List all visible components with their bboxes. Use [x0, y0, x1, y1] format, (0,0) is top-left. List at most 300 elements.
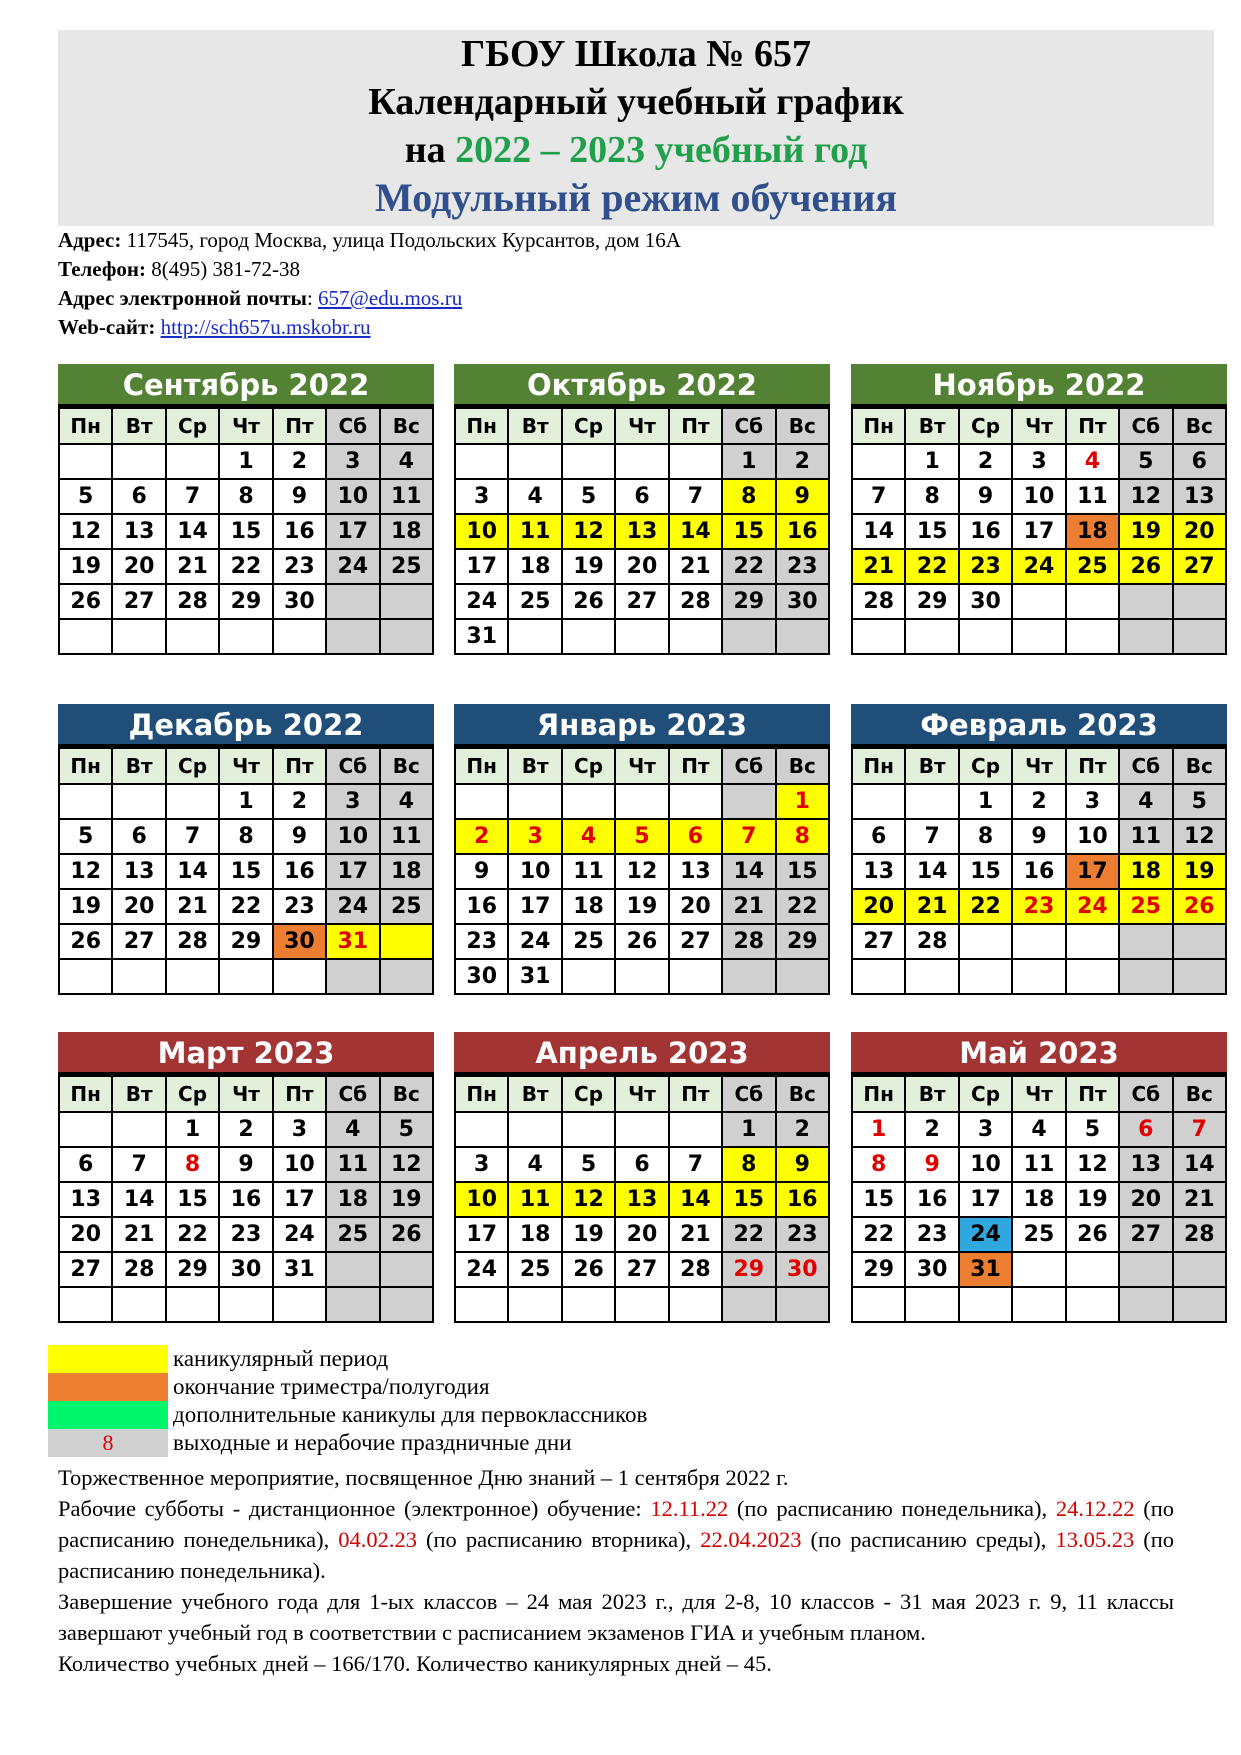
day-cell: 28 — [669, 584, 722, 619]
day-cell — [112, 619, 165, 654]
email-link[interactable]: 657@edu.mos.ru — [318, 286, 463, 310]
day-cell — [166, 444, 219, 479]
day-cell: 3 — [508, 819, 561, 854]
weekday-header: Сб — [326, 408, 379, 444]
day-cell: 15 — [852, 1182, 905, 1217]
day-cell: 31 — [959, 1252, 1012, 1287]
day-cell — [455, 784, 508, 819]
day-cell: 21 — [852, 549, 905, 584]
day-cell: 5 — [562, 479, 615, 514]
day-cell — [615, 959, 668, 994]
day-cell: 8 — [166, 1147, 219, 1182]
week-row — [455, 514, 829, 549]
month-title: Февраль 2023 — [851, 704, 1227, 747]
day-cell — [380, 1252, 433, 1287]
weekday-header: Сб — [326, 1076, 379, 1112]
day-cell: 1 — [959, 784, 1012, 819]
sat-text-1: (по расписанию понедельника), — [728, 1496, 1056, 1521]
day-cell — [669, 784, 722, 819]
day-cell — [1066, 959, 1119, 994]
month-calendar — [851, 704, 1227, 995]
day-cell: 6 — [1119, 1112, 1172, 1147]
day-cell: 11 — [380, 479, 433, 514]
month-title: Январь 2023 — [454, 704, 830, 747]
day-cell: 17 — [455, 549, 508, 584]
weekday-header: Сб — [722, 748, 775, 784]
day-cell: 27 — [852, 924, 905, 959]
week-row — [852, 1112, 1226, 1147]
legend-term-end: окончание триместра/полугодия — [173, 1374, 490, 1399]
week-row — [455, 549, 829, 584]
sat-text-2: (по расписанию понедельника), — [58, 1496, 1174, 1552]
day-cell: 18 — [326, 1182, 379, 1217]
week-row — [59, 1112, 433, 1147]
week-row — [59, 1287, 433, 1322]
day-cell: 5 — [1173, 784, 1226, 819]
day-cell: 12 — [1119, 479, 1172, 514]
day-cell: 15 — [219, 514, 272, 549]
day-cell — [455, 1112, 508, 1147]
day-cell: 16 — [905, 1182, 958, 1217]
day-cell: 21 — [1173, 1182, 1226, 1217]
day-cell: 26 — [615, 924, 668, 959]
day-cell — [59, 444, 112, 479]
phone-value: 8(495) 381-72-38 — [146, 257, 300, 281]
day-cell: 19 — [59, 549, 112, 584]
day-cell: 2 — [273, 784, 326, 819]
week-row — [852, 924, 1226, 959]
day-cell: 13 — [112, 854, 165, 889]
weekday-header: Ср — [166, 748, 219, 784]
week-row — [455, 1217, 829, 1252]
day-cell — [112, 444, 165, 479]
month-table — [851, 1075, 1227, 1323]
week-row — [455, 784, 829, 819]
day-cell: 3 — [326, 444, 379, 479]
month-title: Октябрь 2022 — [454, 364, 830, 407]
day-cell: 13 — [1119, 1147, 1172, 1182]
week-row — [59, 854, 433, 889]
day-cell: 6 — [615, 1147, 668, 1182]
day-cell — [852, 959, 905, 994]
day-cell: 11 — [1066, 479, 1119, 514]
day-cell: 22 — [959, 889, 1012, 924]
week-row — [59, 584, 433, 619]
weekday-header: Вс — [1173, 1076, 1226, 1112]
legend-extra: дополнительные каникулы для первоклассников — [173, 1402, 648, 1427]
day-cell: 27 — [112, 584, 165, 619]
day-cell: 15 — [722, 514, 775, 549]
weekday-header: Пн — [852, 408, 905, 444]
week-row — [852, 889, 1226, 924]
week-row — [455, 924, 829, 959]
week-row — [455, 444, 829, 479]
day-cell: 30 — [905, 1252, 958, 1287]
week-row — [852, 959, 1226, 994]
week-row — [852, 784, 1226, 819]
day-cell: 19 — [1119, 514, 1172, 549]
day-cell: 29 — [219, 584, 272, 619]
contact-info: Адрес: 117545, город Москва, улица Подольских Курсантов, дом 16А Телефон: 8(495) 381-72-38 Адрес электронной почты: 657@edu.mos.ru Web-сайт: http://sch657u.mskobr.ru — [58, 228, 681, 339]
day-cell: 10 — [1066, 819, 1119, 854]
day-cell — [326, 619, 379, 654]
day-cell: 14 — [1173, 1147, 1226, 1182]
month-title: Сентябрь 2022 — [58, 364, 434, 407]
week-row — [455, 619, 829, 654]
address-value: 117545, город Москва, улица Подольских Курсантов, дом 16А — [121, 228, 681, 252]
day-cell: 18 — [508, 549, 561, 584]
weekday-header: Пт — [669, 408, 722, 444]
day-cell: 25 — [1012, 1217, 1065, 1252]
day-cell: 31 — [455, 619, 508, 654]
day-cell: 3 — [1012, 444, 1065, 479]
day-cell — [1173, 619, 1226, 654]
day-cell: 14 — [722, 854, 775, 889]
weekday-header: Пт — [669, 748, 722, 784]
month-title: Апрель 2023 — [454, 1032, 830, 1075]
weekday-header: Ср — [959, 408, 1012, 444]
month-table — [58, 407, 434, 655]
day-cell: 17 — [959, 1182, 1012, 1217]
weekday-header: Пт — [1066, 748, 1119, 784]
school-name: ГБОУ Школа № 657 — [461, 33, 811, 75]
day-cell: 4 — [380, 784, 433, 819]
day-cell: 4 — [508, 1147, 561, 1182]
month-calendar — [58, 364, 434, 655]
weekday-header: Вс — [776, 1076, 829, 1112]
day-cell: 23 — [219, 1217, 272, 1252]
day-cell: 2 — [273, 444, 326, 479]
day-cell — [722, 1287, 775, 1322]
working-saturdays-note — [58, 1493, 1174, 1586]
day-cell: 24 — [959, 1217, 1012, 1252]
day-cell: 12 — [59, 854, 112, 889]
day-cell: 12 — [1066, 1147, 1119, 1182]
month-calendar — [58, 1032, 434, 1323]
day-cell — [219, 1287, 272, 1322]
day-cell: 28 — [166, 584, 219, 619]
day-cell: 13 — [1173, 479, 1226, 514]
sat-text-5: (по расписанию понедельника). — [58, 1527, 1175, 1583]
day-cell — [562, 1287, 615, 1322]
day-cell: 13 — [669, 854, 722, 889]
weekday-header: Сб — [722, 408, 775, 444]
day-cell — [455, 1287, 508, 1322]
day-cell: 24 — [273, 1217, 326, 1252]
day-cell — [1066, 619, 1119, 654]
day-cell: 8 — [219, 819, 272, 854]
day-cell: 1 — [776, 784, 829, 819]
day-cell — [326, 1287, 379, 1322]
web-label: Web-сайт: — [58, 315, 156, 339]
day-cell: 2 — [959, 444, 1012, 479]
day-cell: 15 — [776, 854, 829, 889]
weekday-header: Пт — [273, 408, 326, 444]
day-cell — [905, 959, 958, 994]
day-cell: 4 — [1012, 1112, 1065, 1147]
day-cell — [508, 1112, 561, 1147]
day-cell: 24 — [455, 584, 508, 619]
day-cell — [219, 959, 272, 994]
day-cell — [1119, 924, 1172, 959]
month-calendar — [851, 1032, 1227, 1323]
day-cell: 25 — [326, 1217, 379, 1252]
days-count-note: Количество учебных дней – 166/170. Количество каникулярных дней – 45. — [58, 1651, 772, 1676]
month-calendar — [454, 1032, 830, 1323]
day-cell: 19 — [380, 1182, 433, 1217]
day-cell — [219, 619, 272, 654]
day-cell: 2 — [455, 819, 508, 854]
website-link[interactable]: http://sch657u.mskobr.ru — [160, 315, 371, 339]
day-cell: 10 — [326, 819, 379, 854]
day-cell: 27 — [112, 924, 165, 959]
phone-label: Телефон: — [58, 257, 147, 281]
month-title: Май 2023 — [851, 1032, 1227, 1075]
weekday-header: Ср — [959, 1076, 1012, 1112]
day-cell: 24 — [455, 1252, 508, 1287]
day-cell: 24 — [1066, 889, 1119, 924]
day-cell: 6 — [1173, 444, 1226, 479]
week-row — [59, 514, 433, 549]
day-cell: 28 — [112, 1252, 165, 1287]
day-cell: 28 — [905, 924, 958, 959]
legend-swatch-term-end — [48, 1373, 168, 1401]
weekday-header: Сб — [1119, 748, 1172, 784]
month-table — [454, 407, 830, 655]
day-cell — [615, 784, 668, 819]
day-cell: 15 — [905, 514, 958, 549]
day-cell: 8 — [722, 1147, 775, 1182]
day-cell: 22 — [905, 549, 958, 584]
day-cell: 11 — [508, 514, 561, 549]
day-cell: 12 — [1173, 819, 1226, 854]
day-cell: 17 — [1066, 854, 1119, 889]
week-row — [59, 959, 433, 994]
day-cell — [905, 619, 958, 654]
week-row — [852, 444, 1226, 479]
day-cell: 9 — [219, 1147, 272, 1182]
weekday-header: Вс — [776, 748, 829, 784]
day-cell: 8 — [776, 819, 829, 854]
month-table — [58, 747, 434, 995]
weekday-header: Чт — [615, 1076, 668, 1112]
day-cell — [1012, 584, 1065, 619]
weekday-header: Вс — [776, 408, 829, 444]
day-cell: 21 — [112, 1217, 165, 1252]
day-cell: 5 — [615, 819, 668, 854]
day-cell: 30 — [776, 1252, 829, 1287]
day-cell: 26 — [1173, 889, 1226, 924]
day-cell: 14 — [669, 514, 722, 549]
day-cell: 22 — [219, 549, 272, 584]
day-cell: 25 — [508, 584, 561, 619]
day-cell: 22 — [722, 1217, 775, 1252]
day-cell: 10 — [508, 854, 561, 889]
weekday-header: Вс — [380, 408, 433, 444]
day-cell: 19 — [1066, 1182, 1119, 1217]
month-calendar — [58, 704, 434, 995]
day-cell: 30 — [776, 584, 829, 619]
weekday-header: Сб — [1119, 1076, 1172, 1112]
weekday-header: Ср — [959, 748, 1012, 784]
day-cell: 8 — [852, 1147, 905, 1182]
weekday-header: Сб — [1119, 408, 1172, 444]
day-cell: 9 — [905, 1147, 958, 1182]
day-cell: 30 — [273, 924, 326, 959]
day-cell: 23 — [959, 549, 1012, 584]
document-title: Календарный учебный график — [368, 81, 904, 123]
day-cell: 13 — [615, 514, 668, 549]
day-cell: 14 — [166, 854, 219, 889]
day-cell: 10 — [455, 514, 508, 549]
day-cell — [1012, 924, 1065, 959]
weekday-header: Сб — [722, 1076, 775, 1112]
day-cell: 11 — [562, 854, 615, 889]
day-cell: 9 — [273, 819, 326, 854]
weekday-header: Чт — [1012, 1076, 1065, 1112]
week-row — [852, 819, 1226, 854]
week-row — [59, 819, 433, 854]
week-row — [852, 514, 1226, 549]
day-cell: 10 — [959, 1147, 1012, 1182]
day-cell — [905, 1287, 958, 1322]
week-row — [455, 889, 829, 924]
day-cell: 18 — [380, 854, 433, 889]
day-cell: 28 — [669, 1252, 722, 1287]
day-cell — [166, 959, 219, 994]
day-cell: 23 — [455, 924, 508, 959]
day-cell: 20 — [112, 549, 165, 584]
day-cell: 12 — [615, 854, 668, 889]
week-row — [852, 549, 1226, 584]
day-cell: 5 — [59, 819, 112, 854]
day-cell: 16 — [776, 514, 829, 549]
week-row — [59, 619, 433, 654]
day-cell: 4 — [326, 1112, 379, 1147]
day-cell: 22 — [776, 889, 829, 924]
day-cell — [959, 1287, 1012, 1322]
day-cell: 4 — [562, 819, 615, 854]
week-row — [455, 854, 829, 889]
sat-date-5: 13.05.23 — [1055, 1527, 1135, 1552]
day-cell: 9 — [1012, 819, 1065, 854]
day-cell: 10 — [326, 479, 379, 514]
day-cell — [59, 959, 112, 994]
weekday-header: Пт — [273, 748, 326, 784]
month-table — [851, 747, 1227, 995]
day-cell: 20 — [615, 1217, 668, 1252]
day-cell: 5 — [1119, 444, 1172, 479]
day-cell — [1066, 584, 1119, 619]
week-row — [455, 1287, 829, 1322]
day-cell: 27 — [1119, 1217, 1172, 1252]
day-cell: 20 — [852, 889, 905, 924]
day-cell: 14 — [852, 514, 905, 549]
day-cell: 28 — [1173, 1217, 1226, 1252]
day-cell — [1173, 584, 1226, 619]
day-cell: 18 — [1012, 1182, 1065, 1217]
month-table — [851, 407, 1227, 655]
day-cell — [112, 959, 165, 994]
day-cell — [959, 959, 1012, 994]
day-cell: 27 — [615, 584, 668, 619]
weekday-header: Пн — [852, 1076, 905, 1112]
day-cell: 5 — [1066, 1112, 1119, 1147]
day-cell: 25 — [380, 549, 433, 584]
weekday-header: Пт — [273, 1076, 326, 1112]
day-cell: 7 — [722, 819, 775, 854]
day-cell — [722, 619, 775, 654]
week-row — [852, 1217, 1226, 1252]
day-cell — [852, 1287, 905, 1322]
day-cell: 21 — [669, 549, 722, 584]
day-cell: 9 — [776, 1147, 829, 1182]
week-row — [852, 1147, 1226, 1182]
year-prefix: на — [404, 129, 456, 171]
day-cell: 6 — [112, 819, 165, 854]
day-cell — [59, 784, 112, 819]
weekday-header: Вт — [508, 1076, 561, 1112]
day-cell: 15 — [959, 854, 1012, 889]
day-cell: 17 — [1012, 514, 1065, 549]
day-cell: 13 — [59, 1182, 112, 1217]
day-cell — [112, 784, 165, 819]
week-row — [59, 889, 433, 924]
day-cell: 9 — [455, 854, 508, 889]
day-cell: 2 — [905, 1112, 958, 1147]
day-cell: 7 — [852, 479, 905, 514]
day-cell: 16 — [959, 514, 1012, 549]
day-cell: 6 — [112, 479, 165, 514]
day-cell: 30 — [959, 584, 1012, 619]
legend-swatch-holiday — [48, 1345, 168, 1373]
sat-intro: Рабочие субботы - дистанционное (электронное) обучение: — [58, 1496, 651, 1521]
week-row — [455, 1252, 829, 1287]
day-cell: 29 — [219, 924, 272, 959]
weekday-header: Ср — [562, 408, 615, 444]
day-cell: 11 — [508, 1182, 561, 1217]
day-cell — [1119, 619, 1172, 654]
day-cell: 10 — [1012, 479, 1065, 514]
study-mode: Модульный режим обучения — [374, 175, 898, 220]
day-cell: 7 — [905, 819, 958, 854]
day-cell: 22 — [166, 1217, 219, 1252]
day-cell: 19 — [1173, 854, 1226, 889]
weekday-header: Ср — [166, 1076, 219, 1112]
day-cell: 1 — [905, 444, 958, 479]
day-cell: 17 — [326, 854, 379, 889]
day-cell: 5 — [562, 1147, 615, 1182]
address-label: Адрес: — [58, 228, 122, 252]
day-cell: 22 — [219, 889, 272, 924]
day-cell: 17 — [508, 889, 561, 924]
day-cell: 22 — [852, 1217, 905, 1252]
day-cell: 6 — [852, 819, 905, 854]
day-cell — [562, 1112, 615, 1147]
day-cell: 14 — [905, 854, 958, 889]
day-cell — [112, 1287, 165, 1322]
day-cell — [1119, 959, 1172, 994]
day-cell: 27 — [615, 1252, 668, 1287]
day-cell: 1 — [166, 1112, 219, 1147]
day-cell: 24 — [326, 889, 379, 924]
day-cell: 20 — [1119, 1182, 1172, 1217]
day-cell: 3 — [455, 479, 508, 514]
day-cell — [380, 924, 433, 959]
day-cell: 16 — [776, 1182, 829, 1217]
day-cell — [776, 959, 829, 994]
day-cell: 23 — [776, 1217, 829, 1252]
